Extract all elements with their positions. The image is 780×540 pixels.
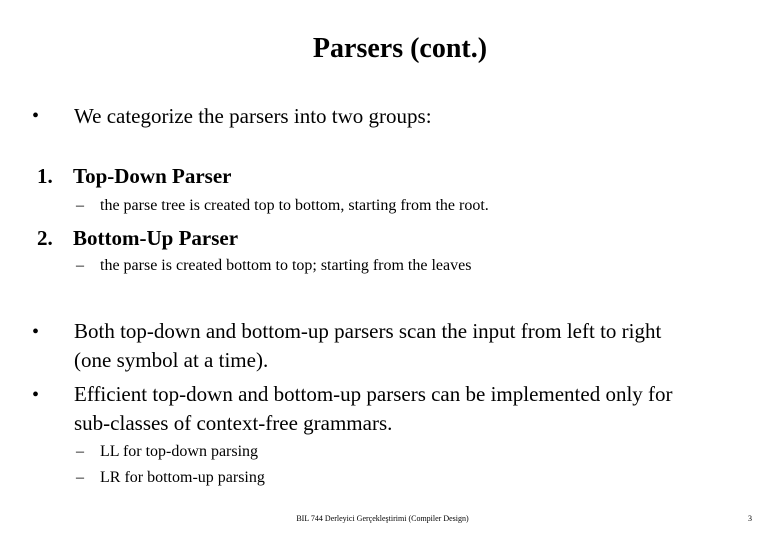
intro-text: We categorize the parsers into two groups:: [74, 104, 432, 128]
group-name: Top-Down Parser: [73, 164, 232, 188]
dash-icon: –: [76, 469, 84, 486]
dash-icon: –: [76, 197, 84, 214]
slide-title: Parsers (cont.): [312, 33, 488, 64]
point-line: Both top-down and bottom-up parsers scan the input from left to right: [74, 319, 662, 343]
dash-icon: –: [76, 257, 84, 274]
subpoint-text: LL for top-down parsing: [100, 443, 259, 460]
page-number: 3: [748, 514, 752, 523]
group-number: 1.: [37, 164, 53, 188]
bullet-icon: •: [32, 105, 40, 127]
point-line: Efficient top-down and bottom-up parsers can be implemented only for: [74, 382, 673, 406]
point-line: (one symbol at a time).: [74, 348, 269, 372]
bullet-icon: •: [32, 321, 40, 343]
point-line: sub-classes of context-free grammars.: [74, 411, 393, 435]
dash-icon: –: [76, 443, 84, 460]
bullet-icon: •: [32, 384, 40, 406]
group-name: Bottom-Up Parser: [73, 226, 239, 250]
footer-text: BIL 744 Derleyici Gerçekleştirimi (Compiler Design): [296, 514, 469, 523]
group-number: 2.: [37, 226, 53, 250]
subpoint-text: LR for bottom-up parsing: [100, 469, 265, 486]
group-detail: the parse is created bottom to top; starting from the leaves: [100, 257, 472, 274]
group-detail: the parse tree is created top to bottom, starting from the root.: [100, 197, 489, 214]
